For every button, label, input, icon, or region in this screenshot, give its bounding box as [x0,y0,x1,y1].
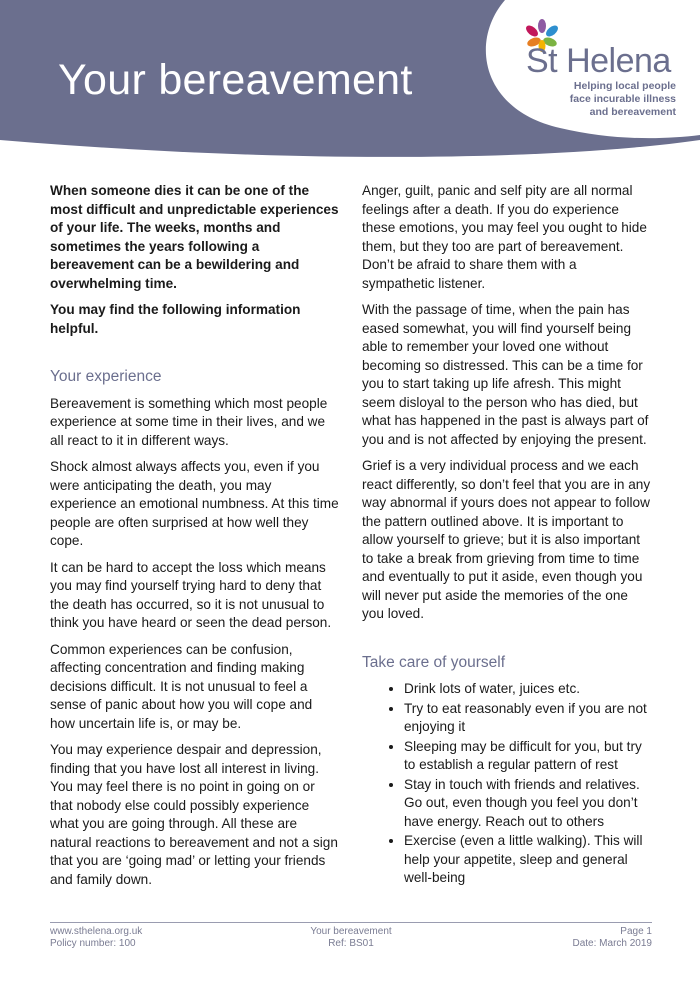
body-paragraph: Common experiences can be confusion, affecting concentration and finding making decisions difficult. It is not unusual to feel a sense of panic about how you will cope and how uncertain life is, or may be. [50,641,313,731]
intro-paragraph: You may find the following information helpful. [50,302,301,336]
body-paragraph: Grief is a very individual process and we each react differently, so don’t feel that you are in any way abnormal if yours does not appear to follow the pattern outlined above. It is important to allow yourself to grieve; but it is also important to take a break from grieving from time to time and eventually to put it aside, even though you will never put aside the memories of the one you loved. [362,458,651,621]
body-paragraph: You may experience despair and depression, finding that you have lost all interest in living. You may feel there is no point in going on or that nobody else could possibly experience what you are going through. All these are natural reactions to bereavement and not a sign that you are ‘going mad’ or letting your friends and family down. [50,742,338,887]
logo-tagline-line: Helping local people [573,80,676,92]
body-paragraph: With the passage of time, when the pain has eased somewhat, you will find yourself being able to remember your loved one without becoming so distressed. This can be a time for you to start taking up life afresh. This might seem disloyal to the person who has died, but what has happened in the past is always part of you and is not affected by enjoying the present. [362,302,649,447]
footer-ref: Ref: BS01 [328,938,374,949]
st-helena-logo [520,18,680,128]
page-footer [50,922,652,949]
footer-website[interactable]: www.sthelena.org.uk [50,926,143,937]
list-item: • Stay in touch with friends and relatives. Go out, even though you feel you don’t have energy. Reach out to others [404,776,652,832]
section-heading-experience: Your experience [50,368,162,385]
left-column [50,182,340,897]
care-list [362,680,652,888]
footer-page: Page 1 [620,926,652,937]
list-item: • Try to eat reasonably even if you are not enjoying it [404,700,652,737]
header-banner [0,0,700,165]
footer-date: Date: March 2019 [572,938,652,949]
page-title: Your bereavement [58,56,413,104]
footer-doc-title: Your bereavement [310,926,392,937]
logo-tagline [570,80,676,119]
logo-tagline-line: face incurable illness [569,93,676,105]
list-item: • Drink lots of water, juices etc. [404,680,652,699]
body-paragraph: Anger, guilt, panic and self pity are all normal feelings after a death. If you do experience these emotions, you may feel you ought to hide them, but they too are part of bereavement. Don’t be afraid to share them with a sympathetic listener. [362,183,647,291]
body-paragraph: Shock almost always affects you, even if you were anticipating the death, you may experience an emotional numbness. At this time people are often surprised at how well they cope. [50,459,339,548]
section-heading-care: Take care of yourself [362,653,506,671]
footer-policy: Policy number: 100 [50,938,136,949]
intro-paragraph: When someone dies it can be one of the most difficult and unpredictable experiences of your life. The weeks, months and sometimes the years following a bereavement can be a bewildering and overwhelming time. [50,183,339,291]
logo-tagline-line: and bereavement [589,106,676,118]
body-paragraph: It can be hard to accept the loss which means you may find yourself trying hard to deny that the death has occurred, so it is not unusual to think you have heard or seen the dead person. [50,559,332,630]
footer-right [573,926,653,950]
right-column [362,182,652,889]
list-item: • Sleeping may be difficult for you, but try to establish a regular pattern of rest [404,738,652,775]
body-paragraph: Bereavement is something which most people experience at some time in their lives, and we all react to it in different ways. [50,395,328,448]
logo-name: St Helena [526,42,671,80]
list-item: • Exercise (even a little walking). This will help your appetite, sleep and general well-being [404,832,652,888]
footer-center [50,926,652,950]
